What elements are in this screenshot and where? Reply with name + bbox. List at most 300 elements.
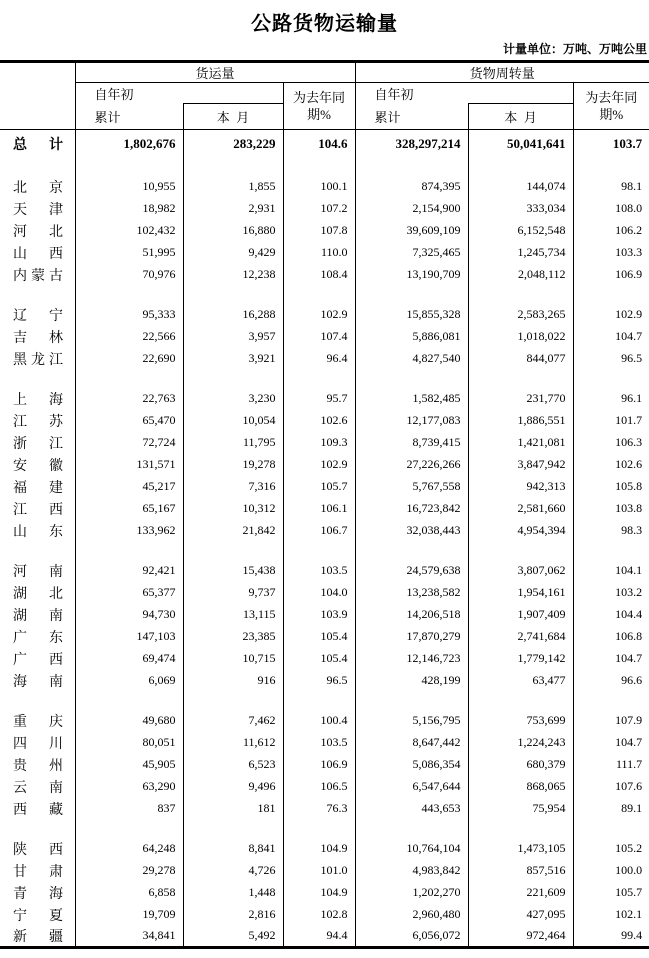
value-cell: 3,847,942 — [468, 454, 573, 476]
value-cell: 101.0 — [283, 860, 355, 882]
province-name: 西藏 — [13, 802, 63, 818]
table-row — [0, 304, 649, 326]
province-name: 浙江 — [13, 436, 63, 452]
table-row — [0, 388, 649, 410]
value-cell: 105.8 — [615, 479, 643, 493]
province-name: 贵州 — [13, 758, 63, 774]
header-month-spacer-1 — [183, 83, 283, 104]
province-name: 北京 — [13, 180, 63, 196]
province-cell — [0, 432, 75, 454]
value-cell: 34,841 — [75, 926, 183, 948]
value-cell: 10,312 — [183, 498, 283, 520]
value-cell: 104.7 — [615, 651, 643, 665]
value-cell: 45,905 — [75, 754, 183, 776]
header-yoy-2: 为去年同期% — [573, 83, 649, 130]
freight-table — [0, 60, 649, 949]
value-cell: 753,699 — [468, 710, 573, 732]
value-cell: 17,870,279 — [355, 626, 468, 648]
value-cell: 857,516 — [468, 860, 573, 882]
value-cell: 103.3 — [615, 245, 643, 259]
value-cell: 69,474 — [75, 648, 183, 670]
value-cell: 13,238,582 — [355, 582, 468, 604]
value-cell: 108.4 — [283, 264, 355, 286]
value-cell: 96.5 — [283, 670, 355, 692]
table-row — [0, 264, 649, 286]
province-cell — [0, 264, 75, 286]
value-cell: 19,278 — [183, 454, 283, 476]
value-cell: 65,377 — [75, 582, 183, 604]
spacer-cell — [573, 286, 649, 304]
spacer-cell — [468, 158, 573, 176]
table-row — [0, 198, 649, 220]
value-cell: 103.5 — [283, 732, 355, 754]
value-cell: 328,297,214 — [355, 130, 468, 158]
spacer-row — [0, 286, 649, 304]
value-cell: 102.1 — [615, 907, 643, 921]
province-name: 福建 — [13, 480, 63, 496]
province-cell — [0, 754, 75, 776]
table-row — [0, 130, 649, 158]
value-cell: 80,051 — [75, 732, 183, 754]
value-cell: 50,041,641 — [468, 130, 573, 158]
value-cell: 1,448 — [183, 882, 283, 904]
header-since-start-label: 自年初 — [94, 87, 134, 102]
value-cell: 2,816 — [183, 904, 283, 926]
province-name: 山西 — [13, 246, 63, 262]
value-cell: 3,230 — [183, 388, 283, 410]
value-cell: 111.7 — [615, 757, 643, 771]
spacer-cell — [183, 542, 283, 560]
value-cell: 105.7 — [283, 476, 355, 498]
value-cell: 104.7 — [615, 329, 643, 343]
header-month-spacer-2 — [468, 83, 573, 104]
table-row — [0, 520, 649, 542]
province-name: 甘肃 — [13, 864, 63, 880]
value-cell: 102,432 — [75, 220, 183, 242]
header-since-start-label: 自年初 — [374, 87, 414, 102]
value-cell: 147,103 — [75, 626, 183, 648]
value-cell: 107.8 — [283, 220, 355, 242]
value-cell: 51,995 — [75, 242, 183, 264]
value-cell: 15,855,328 — [355, 304, 468, 326]
spacer-cell — [283, 286, 355, 304]
value-cell: 916 — [183, 670, 283, 692]
spacer-cell — [183, 820, 283, 838]
spacer-cell — [283, 692, 355, 710]
spacer-cell — [355, 692, 468, 710]
value-cell: 874,395 — [355, 176, 468, 198]
spacer-cell — [0, 542, 75, 560]
unit-note: 计量单位：万吨、万吨公里 — [502, 42, 647, 56]
value-cell: 107.6 — [615, 779, 643, 793]
spacer-cell — [355, 370, 468, 388]
value-cell: 144,074 — [468, 176, 573, 198]
table-row — [0, 626, 649, 648]
spacer-row — [0, 542, 649, 560]
value-cell: 63,290 — [75, 776, 183, 798]
province-name: 重庆 — [13, 714, 63, 730]
value-cell: 95.7 — [283, 388, 355, 410]
value-cell: 1,886,551 — [468, 410, 573, 432]
province-name: 广西 — [13, 652, 63, 668]
value-cell: 98.3 — [621, 523, 643, 537]
province-cell — [0, 670, 75, 692]
value-cell: 70,976 — [75, 264, 183, 286]
province-cell — [0, 860, 75, 882]
table-row — [0, 498, 649, 520]
province-cell — [0, 498, 75, 520]
province-name: 总计 — [13, 137, 63, 153]
value-cell: 2,931 — [183, 198, 283, 220]
province-cell — [0, 626, 75, 648]
value-cell: 7,316 — [183, 476, 283, 498]
value-cell: 3,957 — [183, 326, 283, 348]
province-name: 陕西 — [13, 842, 63, 858]
province-cell — [0, 220, 75, 242]
province-name: 海南 — [13, 674, 63, 690]
value-cell: 8,647,442 — [355, 732, 468, 754]
value-cell: 12,238 — [183, 264, 283, 286]
value-cell: 1,224,243 — [468, 732, 573, 754]
table-row — [0, 754, 649, 776]
spacer-cell — [75, 158, 183, 176]
value-cell: 104.9 — [283, 882, 355, 904]
province-name: 新疆 — [13, 929, 63, 945]
province-name: 上海 — [13, 392, 63, 408]
header-cumulative-2 — [355, 83, 468, 130]
value-cell: 49,680 — [75, 710, 183, 732]
value-cell: 104.9 — [283, 838, 355, 860]
spacer-cell — [468, 542, 573, 560]
page-title: 公路货物运输量 — [251, 13, 398, 35]
table-row — [0, 604, 649, 626]
value-cell: 231,770 — [468, 388, 573, 410]
value-cell: 9,429 — [183, 242, 283, 264]
value-cell: 106.5 — [283, 776, 355, 798]
province-name: 宁夏 — [13, 908, 63, 924]
value-cell: 102.9 — [283, 304, 355, 326]
value-cell: 1,473,105 — [468, 838, 573, 860]
header-this-month-1: 本 月 — [183, 104, 283, 130]
province-cell — [0, 560, 75, 582]
province-cell — [0, 798, 75, 820]
spacer-row — [0, 370, 649, 388]
table-row — [0, 560, 649, 582]
value-cell: 102.6 — [283, 410, 355, 432]
spacer-row — [0, 820, 649, 838]
spacer-cell — [355, 158, 468, 176]
province-name: 河南 — [13, 564, 63, 580]
value-cell: 4,726 — [183, 860, 283, 882]
spacer-cell — [283, 158, 355, 176]
province-name: 天津 — [13, 202, 63, 218]
value-cell: 102.9 — [283, 454, 355, 476]
value-cell: 2,583,265 — [468, 304, 573, 326]
value-cell: 107.4 — [283, 326, 355, 348]
value-cell: 868,065 — [468, 776, 573, 798]
value-cell: 22,566 — [75, 326, 183, 348]
value-cell: 6,152,548 — [468, 220, 573, 242]
value-cell: 22,763 — [75, 388, 183, 410]
province-cell — [0, 326, 75, 348]
value-cell: 6,858 — [75, 882, 183, 904]
value-cell: 106.9 — [283, 754, 355, 776]
value-cell: 9,496 — [183, 776, 283, 798]
province-cell — [0, 348, 75, 370]
spacer-cell — [283, 542, 355, 560]
value-cell: 94.4 — [283, 926, 355, 948]
value-cell: 103.5 — [283, 560, 355, 582]
value-cell: 94,730 — [75, 604, 183, 626]
spacer-cell — [183, 692, 283, 710]
spacer-cell — [573, 542, 649, 560]
province-cell — [0, 648, 75, 670]
value-cell: 283,229 — [183, 130, 283, 158]
value-cell: 5,767,558 — [355, 476, 468, 498]
spacer-cell — [283, 370, 355, 388]
spacer-cell — [573, 692, 649, 710]
value-cell: 103.8 — [615, 501, 643, 515]
table-row — [0, 432, 649, 454]
value-cell: 105.7 — [615, 885, 643, 899]
province-cell — [0, 732, 75, 754]
province-cell — [0, 838, 75, 860]
province-name: 辽宁 — [13, 308, 63, 324]
province-cell — [0, 604, 75, 626]
province-cell — [0, 520, 75, 542]
spacer-cell — [0, 820, 75, 838]
value-cell: 101.7 — [615, 413, 643, 427]
value-cell: 14,206,518 — [355, 604, 468, 626]
value-cell: 102.9 — [615, 307, 643, 321]
table-row — [0, 454, 649, 476]
province-name: 云南 — [13, 780, 63, 796]
province-name: 安徽 — [13, 458, 63, 474]
province-cell — [0, 582, 75, 604]
province-cell — [0, 776, 75, 798]
value-cell: 100.0 — [615, 863, 643, 877]
table-row — [0, 732, 649, 754]
value-cell: 4,983,842 — [355, 860, 468, 882]
value-cell: 23,385 — [183, 626, 283, 648]
spacer-cell — [355, 286, 468, 304]
table-row — [0, 582, 649, 604]
value-cell: 837 — [75, 798, 183, 820]
value-cell: 9,737 — [183, 582, 283, 604]
header-cumulative-label: 累计 — [374, 110, 401, 125]
province-name: 河北 — [13, 224, 63, 240]
value-cell: 1,779,142 — [468, 648, 573, 670]
value-cell: 24,579,638 — [355, 560, 468, 582]
header-cumulative-label: 累计 — [94, 110, 121, 125]
value-cell: 972,464 — [468, 926, 573, 948]
spacer-cell — [75, 370, 183, 388]
spacer-cell — [0, 286, 75, 304]
value-cell: 7,325,465 — [355, 242, 468, 264]
spacer-cell — [0, 158, 75, 176]
table-row — [0, 882, 649, 904]
table-row — [0, 670, 649, 692]
province-cell — [0, 710, 75, 732]
province-cell — [0, 476, 75, 498]
value-cell: 10,764,104 — [355, 838, 468, 860]
value-cell: 221,609 — [468, 882, 573, 904]
province-cell — [0, 926, 75, 948]
province-cell — [0, 198, 75, 220]
province-cell — [0, 388, 75, 410]
value-cell: 45,217 — [75, 476, 183, 498]
table-row — [0, 410, 649, 432]
spacer-cell — [468, 370, 573, 388]
value-cell: 106.1 — [283, 498, 355, 520]
value-cell: 27,226,266 — [355, 454, 468, 476]
value-cell: 1,855 — [183, 176, 283, 198]
value-cell: 103.7 — [612, 135, 643, 151]
value-cell: 1,202,270 — [355, 882, 468, 904]
value-cell: 106.7 — [283, 520, 355, 542]
spacer-cell — [468, 286, 573, 304]
value-cell: 133,962 — [75, 520, 183, 542]
province-cell — [0, 130, 75, 158]
value-cell: 1,421,081 — [468, 432, 573, 454]
header-freight-volume: 货运量 — [75, 62, 355, 83]
spacer-cell — [573, 158, 649, 176]
value-cell: 107.9 — [615, 713, 643, 727]
value-cell: 105.4 — [283, 648, 355, 670]
province-cell — [0, 304, 75, 326]
table-row — [0, 176, 649, 198]
value-cell: 95,333 — [75, 304, 183, 326]
value-cell: 6,523 — [183, 754, 283, 776]
value-cell: 64,248 — [75, 838, 183, 860]
value-cell: 6,056,072 — [355, 926, 468, 948]
spacer-cell — [355, 820, 468, 838]
value-cell: 96.1 — [621, 391, 643, 405]
value-cell: 10,054 — [183, 410, 283, 432]
value-cell: 427,095 — [468, 904, 573, 926]
value-cell: 3,807,062 — [468, 560, 573, 582]
value-cell: 75,954 — [468, 798, 573, 820]
value-cell: 443,653 — [355, 798, 468, 820]
value-cell: 1,582,485 — [355, 388, 468, 410]
value-cell: 106.3 — [615, 435, 643, 449]
value-cell: 5,492 — [183, 926, 283, 948]
table-row — [0, 648, 649, 670]
spacer-cell — [75, 542, 183, 560]
value-cell: 10,715 — [183, 648, 283, 670]
table-row — [0, 710, 649, 732]
spacer-cell — [75, 820, 183, 838]
value-cell: 1,245,734 — [468, 242, 573, 264]
value-cell: 21,842 — [183, 520, 283, 542]
value-cell: 72,724 — [75, 432, 183, 454]
table-row — [0, 348, 649, 370]
header-sub-row-1 — [0, 83, 649, 104]
value-cell: 89.1 — [621, 801, 643, 815]
value-cell: 22,690 — [75, 348, 183, 370]
value-cell: 29,278 — [75, 860, 183, 882]
table-row — [0, 476, 649, 498]
value-cell: 104.0 — [283, 582, 355, 604]
value-cell: 108.0 — [615, 201, 643, 215]
spacer-cell — [283, 820, 355, 838]
table-row — [0, 860, 649, 882]
value-cell: 1,802,676 — [75, 130, 183, 158]
province-cell — [0, 454, 75, 476]
value-cell: 680,379 — [468, 754, 573, 776]
spacer-cell — [468, 692, 573, 710]
province-name: 内蒙古 — [13, 268, 63, 284]
spacer-cell — [573, 820, 649, 838]
value-cell: 109.3 — [283, 432, 355, 454]
value-cell: 3,921 — [183, 348, 283, 370]
province-name: 广东 — [13, 630, 63, 646]
table-row — [0, 926, 649, 948]
value-cell: 110.0 — [283, 242, 355, 264]
value-cell: 10,955 — [75, 176, 183, 198]
spacer-cell — [0, 692, 75, 710]
value-cell: 5,156,795 — [355, 710, 468, 732]
province-cell — [0, 410, 75, 432]
value-cell: 942,313 — [468, 476, 573, 498]
value-cell: 11,612 — [183, 732, 283, 754]
province-name: 江苏 — [13, 414, 63, 430]
value-cell: 98.1 — [621, 179, 643, 193]
value-cell: 105.2 — [615, 841, 643, 855]
value-cell: 13,115 — [183, 604, 283, 626]
table-row — [0, 904, 649, 926]
spacer-cell — [183, 370, 283, 388]
value-cell: 1,907,409 — [468, 604, 573, 626]
value-cell: 105.4 — [283, 626, 355, 648]
header-this-month-2: 本 月 — [468, 104, 573, 130]
value-cell: 92,421 — [75, 560, 183, 582]
value-cell: 428,199 — [355, 670, 468, 692]
header-freight-turnover: 货物周转量 — [355, 62, 649, 83]
value-cell: 104.4 — [615, 607, 643, 621]
value-cell: 12,146,723 — [355, 648, 468, 670]
header-yoy-1: 为去年同期% — [283, 83, 355, 130]
value-cell: 107.2 — [283, 198, 355, 220]
value-cell: 5,086,354 — [355, 754, 468, 776]
value-cell: 8,739,415 — [355, 432, 468, 454]
table-row — [0, 798, 649, 820]
header-cumulative-1 — [75, 83, 183, 130]
value-cell: 99.4 — [621, 928, 643, 943]
province-name: 江西 — [13, 502, 63, 518]
spacer-cell — [468, 820, 573, 838]
value-cell: 5,886,081 — [355, 326, 468, 348]
value-cell: 76.3 — [283, 798, 355, 820]
table-row — [0, 838, 649, 860]
spacer-cell — [75, 286, 183, 304]
value-cell: 102.6 — [615, 457, 643, 471]
value-cell: 96.5 — [621, 351, 643, 365]
province-name: 四川 — [13, 736, 63, 752]
spacer-cell — [573, 370, 649, 388]
value-cell: 104.7 — [615, 735, 643, 749]
spacer-cell — [355, 542, 468, 560]
value-cell: 106.2 — [615, 223, 643, 237]
value-cell: 32,038,443 — [355, 520, 468, 542]
value-cell: 6,069 — [75, 670, 183, 692]
table-row — [0, 220, 649, 242]
province-name: 吉林 — [13, 330, 63, 346]
value-cell: 8,841 — [183, 838, 283, 860]
value-cell: 6,547,644 — [355, 776, 468, 798]
province-name: 青海 — [13, 886, 63, 902]
value-cell: 106.8 — [615, 629, 643, 643]
